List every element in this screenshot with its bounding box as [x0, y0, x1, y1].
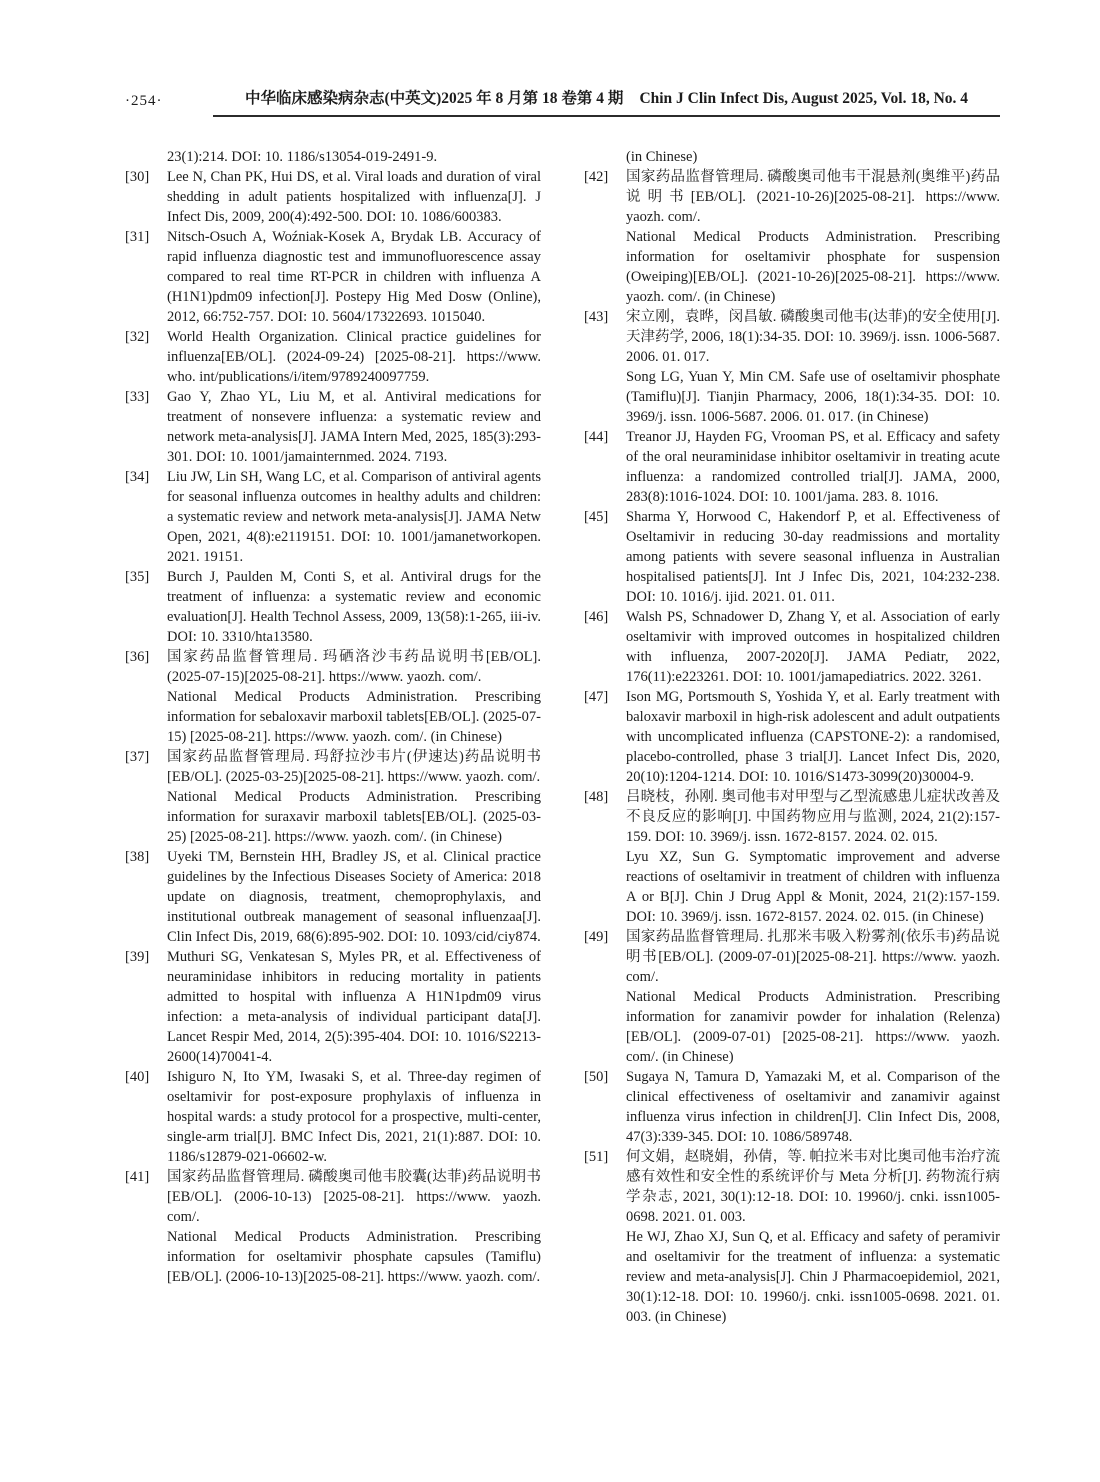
reference-number: [49] [584, 929, 609, 945]
reference-paragraph: Burch J, Paulden M, Conti S, et al. Antiviral drugs for the treatment of influenza: a systematic review and economic evaluation[J]. Health Technol Assess, 2009, 13(58):1-265, iii-iv. DOI: 10. 3310/hta13580. [167, 569, 541, 645]
reference-body [167, 1067, 541, 1167]
reference-body [626, 607, 1000, 687]
page-header [125, 86, 1000, 117]
reference-entry [125, 1067, 541, 1167]
reference-number: [41] [125, 1169, 150, 1185]
reference-entry [125, 467, 541, 567]
reference-paragraph: National Medical Products Administration. Prescribing information for zanamivir powder for inhalation (Relenza)[EB/OL]. (2009-07-01) [2025-08-21]. https://www. yaozh. com/. (in Chinese) [626, 989, 1000, 1065]
reference-paragraph: Treanor JJ, Hayden FG, Vrooman PS, et al. Efficacy and safety of the oral neuraminidase inhibitor oseltamivir in treating acute influenza: a randomized controlled trial[J]. JAMA, 2000, 283(8):1016-1024. DOI: 10. 1001/jama. 283. 8. 1016. [626, 429, 1000, 505]
reference-body [626, 507, 1000, 607]
reference-body [167, 1167, 541, 1287]
reference-paragraph: Lee N, Chan PK, Hui DS, et al. Viral loads and duration of viral shedding in adult patients hospitalized with influenza[J]. J Infect Dis, 2009, 200(4):492-500. DOI: 10. 1086/600383. [167, 169, 541, 225]
reference-entry [125, 747, 541, 847]
reference-entry [125, 567, 541, 647]
reference-paragraph: 23(1):214. DOI: 10. 1186/s13054-019-2491-9. [167, 149, 438, 165]
reference-entry [125, 1167, 541, 1287]
reference-paragraph: 国家药品监督管理局. 扎那米韦吸入粉雾剂(依乐韦)药品说明书[EB/OL]. (2009-07-01)[2025-08-21]. https://www. yaozh. com/. [626, 929, 1000, 985]
reference-paragraph: National Medical Products Administration. Prescribing information for sebaloxavir marboxil tablets[EB/OL]. (2025-07-15) [2025-08-21]. https://www. yaozh. com/. (in Chinese) [167, 689, 541, 745]
left-column [125, 147, 541, 1327]
reference-number [584, 147, 626, 167]
reference-paragraph: National Medical Products Administration. Prescribing information for oseltamivir phosphate for suspension (Oweiping)[EB/OL]. (2021-10-26)[2025-08-21]. https://www. yaozh. com/. (in Chinese) [626, 229, 1000, 305]
reference-number: [42] [584, 169, 609, 185]
reference-paragraph: 国家药品监督管理局. 玛硒洛沙韦药品说明书[EB/OL]. (2025-07-15)[2025-08-21]. https://www. yaozh. com/. [167, 649, 541, 685]
reference-number: [48] [584, 789, 609, 805]
reference-entry [125, 947, 541, 1067]
reference-number: [46] [584, 609, 609, 625]
reference-entry [584, 427, 1000, 507]
reference-number [125, 147, 167, 167]
reference-number: [32] [125, 329, 150, 345]
reference-number: [40] [125, 1069, 150, 1085]
reference-body [167, 227, 541, 327]
reference-paragraph: Ishiguro N, Ito YM, Iwasaki S, et al. Three-day regimen of oseltamivir for post-exposure prophylaxis of influenza in hospital wards: a study protocol for a prospective, multi-center, single-arm trial[J]. BMC Infect Dis, 2021, 21(1):887. DOI: 10. 1186/s12879-021-06602-w. [167, 1069, 541, 1165]
reference-body [167, 467, 541, 567]
reference-number: [36] [125, 649, 150, 665]
reference-entry [584, 787, 1000, 927]
reference-body [167, 167, 541, 227]
reference-paragraph: (in Chinese) [626, 149, 698, 165]
reference-number: [50] [584, 1069, 609, 1085]
journal-title-cn: 中华临床感染病杂志(中英文)2025 年 8 月第 18 卷第 4 期 [244, 90, 624, 107]
reference-body [626, 307, 1000, 427]
reference-paragraph: National Medical Products Administration. Prescribing information for suraxavir marboxil tablets[EB/OL]. (2025-03-25) [2025-08-21]. https://www. yaozh. com/. (in Chinese) [167, 789, 541, 845]
reference-paragraph: 国家药品监督管理局. 玛舒拉沙韦片(伊速达)药品说明书[EB/OL]. (2025-03-25)[2025-08-21]. https://www. yaozh. com/. [167, 749, 541, 785]
reference-number: [34] [125, 469, 150, 485]
reference-paragraph: Walsh PS, Schnadower D, Zhang Y, et al. Association of early oseltamivir with improved outcomes in hospitalized children with influenza, 2007-2020[J]. JAMA Pediatr, 2022, 176(11):e223261. DOI: 10. 1001/jamapediatrics. 2022. 3261. [626, 609, 1000, 685]
reference-paragraph: Lyu XZ, Sun G. Symptomatic improvement and adverse reactions of oseltamivir in treatment of children with influenza A or B[J]. Chin J Drug Appl & Monit, 2024, 21(2):157-159. DOI: 10. 3969/j. issn. 1672-8157. 2024. 02. 015. (in Chinese) [626, 849, 1000, 925]
reference-entry [584, 927, 1000, 1067]
running-head [213, 86, 1000, 117]
reference-number: [51] [584, 1149, 609, 1165]
reference-body [167, 847, 541, 947]
reference-entry [584, 687, 1000, 787]
reference-paragraph: Sugaya N, Tamura D, Yamazaki M, et al. Comparison of the clinical effectiveness of oseltamivir and zanamivir against influenza virus infection in children[J]. Clin Infect Dis, 2008, 47(3):339-345. DOI: 10. 1086/589748. [626, 1069, 1000, 1145]
reference-entry [584, 607, 1000, 687]
reference-entry [125, 167, 541, 227]
reference-body [167, 387, 541, 467]
reference-body [626, 927, 1000, 1067]
reference-paragraph: Ison MG, Portsmouth S, Yoshida Y, et al. Early treatment with baloxavir marboxil in high-risk adolescent and adult outpatients with uncomplicated influenza (CAPSTONE-2): a randomised, placebo-controlled, phase 3 trial[J]. Lancet Infect Dis, 2020, 20(10):1204-1214. DOI: 10. 1016/S1473-3099(20)30004-9. [626, 689, 1000, 785]
reference-entry [584, 1147, 1000, 1327]
reference-entry [584, 1067, 1000, 1147]
reference-number: [43] [584, 309, 609, 325]
reference-entry [125, 327, 541, 387]
reference-number: [39] [125, 949, 150, 965]
reference-body [626, 167, 1000, 307]
reference-columns [125, 147, 1000, 1327]
reference-number: [37] [125, 749, 150, 765]
reference-paragraph: 国家药品监督管理局. 磷酸奥司他韦胶囊(达菲)药品说明书[EB/OL]. (2006-10-13) [2025-08-21]. https://www. yaozh. com/. [167, 1169, 541, 1225]
reference-paragraph: Uyeki TM, Bernstein HH, Bradley JS, et al. Clinical practice guidelines by the Infectious Diseases Society of America: 2018 update on diagnosis, treatment, chemoprophylaxis, and institutional outbreak management of seasonal influenzaa[J]. Clin Infect Dis, 2019, 68(6):895-902. DOI: 10. 1093/cid/ciy874. [167, 849, 541, 945]
reference-number: [38] [125, 849, 150, 865]
journal-title-en: Chin J Clin Infect Dis, August 2025, Vol. 18, No. 4 [639, 90, 969, 107]
reference-paragraph: Muthuri SG, Venkatesan S, Myles PR, et al. Effectiveness of neuraminidase inhibitors in reducing mortality in patients admitted to hospital with influenza A H1N1pdm09 virus infection: a meta-analysis of individual participant data[J]. Lancet Respir Med, 2014, 2(5):395-404. DOI: 10. 1016/S2213-2600(14)70041-4. [167, 949, 541, 1065]
reference-paragraph: Sharma Y, Horwood C, Hakendorf P, et al. Effectiveness of Oseltamivir in reducing 30-day readmissions and mortality among patients with severe seasonal influenza in Australian hospitalised patients[J]. Int J Infec Dis, 2021, 104:232-238. DOI: 10. 1016/j. ijid. 2021. 01. 011. [626, 509, 1000, 605]
reference-entry [584, 167, 1000, 307]
reference-entry [125, 147, 541, 167]
reference-entry [584, 507, 1000, 607]
reference-paragraph: Liu JW, Lin SH, Wang LC, et al. Comparison of antiviral agents for seasonal influenza outcomes in healthy adults and children: a systematic review and network meta-analysis[J]. JAMA Netw Open, 2021, 4(8):e2119151. DOI: 10. 1001/jamanetworkopen. 2021. 19151. [167, 469, 541, 565]
reference-body [626, 147, 1000, 167]
reference-body [167, 747, 541, 847]
reference-paragraph: Song LG, Yuan Y, Min CM. Safe use of oseltamivir phosphate (Tamiflu)[J]. Tianjin Pharmacy, 2006, 18(1):34-35. DOI: 10. 3969/j. issn. 1006-5687. 2006. 01. 017. (in Chinese) [626, 369, 1000, 425]
reference-number: [45] [584, 509, 609, 525]
reference-number: [33] [125, 389, 150, 405]
reference-number: [44] [584, 429, 609, 445]
reference-body [626, 687, 1000, 787]
reference-paragraph: 宋立刚，袁晔，闵昌敏. 磷酸奥司他韦(达菲)的安全使用[J]. 天津药学, 2006, 18(1):34-35. DOI: 10. 3969/j. issn. 1006-5687. 2006. 01. 017. [626, 309, 1000, 365]
reference-entry [125, 847, 541, 947]
reference-paragraph: World Health Organization. Clinical practice guidelines for influenza[EB/OL]. (2024-09-24) [2025-08-21]. https://www. who. int/publications/i/item/9789240097759. [167, 329, 541, 385]
page-number: ·254· [125, 93, 163, 109]
reference-paragraph: Nitsch-Osuch A, Woźniak-Kosek A, Brydak LB. Accuracy of rapid influenza diagnostic test and immunofluorescence assay compared to real time RT-PCR in children with influenza A (H1N1)pdm09 infection[J]. Postepy Hig Med Dosw (Online), 2012, 66:752-757. DOI: 10. 5604/17322693. 1015040. [167, 229, 541, 325]
reference-paragraph: 吕晓枝，孙刚. 奥司他韦对甲型与乙型流感患儿症状改善及不良反应的影响[J]. 中国药物应用与监测, 2024, 21(2):157-159. DOI: 10. 3969/j. issn. 1672-8157. 2024. 02. 015. [626, 789, 1000, 845]
reference-entry [125, 387, 541, 467]
reference-body [626, 427, 1000, 507]
reference-body [626, 1067, 1000, 1147]
reference-entry [125, 227, 541, 327]
reference-paragraph: 国家药品监督管理局. 磷酸奥司他韦干混悬剂(奥维平)药品说明书[EB/OL]. (2021-10-26)[2025-08-21]. https://www. yaozh. com/. [626, 169, 1000, 225]
reference-paragraph: Gao Y, Zhao YL, Liu M, et al. Antiviral medications for treatment of nonsevere influenza: a systematic review and network meta-analysis[J]. JAMA Intern Med, 2025, 185(3):293-301. DOI: 10. 1001/jamainternmed. 2024. 7193. [167, 389, 541, 465]
reference-body [167, 567, 541, 647]
right-column [584, 147, 1000, 1327]
reference-number: [30] [125, 169, 150, 185]
reference-body [167, 947, 541, 1067]
reference-body [167, 647, 541, 747]
reference-entry [584, 147, 1000, 167]
reference-body [167, 327, 541, 387]
reference-number: [35] [125, 569, 150, 585]
reference-entry [125, 647, 541, 747]
reference-paragraph: National Medical Products Administration. Prescribing information for oseltamivir phosphate capsules (Tamiflu)[EB/OL]. (2006-10-13)[2025-08-21]. https://www. yaozh. com/. [167, 1229, 541, 1285]
reference-paragraph: 何文娟，赵晓娟，孙倩，等. 帕拉米韦对比奥司他韦治疗流感有效性和安全性的系统评价与 Meta 分析[J]. 药物流行病学杂志, 2021, 30(1):12-18. DOI: 10. 19960/j. cnki. issn1005-0698. 2021. 01. 003. [626, 1149, 1000, 1225]
reference-body [626, 787, 1000, 927]
reference-paragraph: He WJ, Zhao XJ, Sun Q, et al. Efficacy and safety of peramivir and oseltamivir for the treatment of influenza: a systematic review and meta-analysis[J]. Chin J Pharmacoepidemiol, 2021, 30(1):12-18. DOI: 10. 19960/j. cnki. issn1005-0698. 2021. 01. 003. (in Chinese) [626, 1229, 1000, 1325]
reference-number: [47] [584, 689, 609, 705]
reference-entry [584, 307, 1000, 427]
reference-number: [31] [125, 229, 150, 245]
reference-body [167, 147, 541, 167]
reference-body [626, 1147, 1000, 1327]
